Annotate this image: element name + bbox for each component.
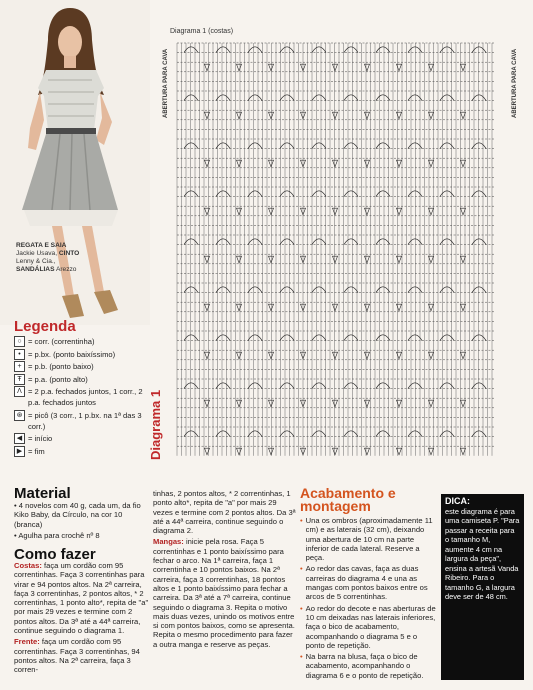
finishing-item-text: • Una os ombros (aproximadamente 11 cm) e as laterais (32 cm), deixando uma abertura de 10 cm na parte inferior de cada lateral. Reserve a peça. [305, 516, 433, 563]
legend-item [14, 361, 154, 372]
legend-item [14, 349, 154, 360]
sleeves-instructions [153, 537, 296, 649]
finishing-list [300, 516, 438, 682]
finishing-item [300, 564, 438, 601]
slip-stitch-icon: • [14, 349, 25, 360]
credit-shoes: SANDÁLIAS [16, 266, 55, 273]
diagram-title: Diagrama 1 (costas) [170, 28, 234, 35]
model-illustration [0, 0, 150, 325]
diagram-label: Diagrama 1 [148, 389, 163, 460]
sleeves-text: inicie pela rosa. Faça 5 correntinhas e 1 ponto baixíssimo para fechar o arco. Na 1ª carreira, faça 1 correntinha e 10 pontos baixos. Na 2ª carreira, faça 3 correntinhas, 18 pontos altos e 1 ponto baixíssimo para fechar a carreira. Da 3ª até a 7ª carreira, continue seguindo o diagrama 3. Repita o motivo mais duas vezes, unindo os motivos entre si com pontos baixos, como se apresenta. Repita o mesmo procedimento para fazer a outra manga e reserve as peças. [153, 537, 295, 649]
finishing-item-text: • Na barra na blusa, faça o bico de acabamento, acompanhando o diagrama 6 e o ponto de repetição. [305, 652, 424, 680]
material-item-yarn-text: 4 novelos com 40 g, cada um, da fio Kiko Baby, da Círculo, na cor 10 (branca) [14, 501, 141, 529]
finishing-item-text: • Ao redor do decote e nas aberturas de 10 cm deixadas nas laterais inferiores, faça o bico de acabamento, acompanhando o diagrama 5 e o ponto de repetição. [305, 603, 436, 650]
finishing-item [300, 604, 438, 650]
model-photo [0, 0, 150, 325]
chain-icon: ○ [14, 336, 25, 347]
legend-item-text: = fim [28, 446, 45, 456]
credit-belt: CINTO [58, 250, 80, 257]
double-crochet-icon: Ŧ [14, 374, 25, 385]
instructions-text [14, 561, 150, 677]
back-text: faça um cordão com 95 correntinhas. Faça 3 correntinhas para virar e 94 pontos altos. Na 2ª carreira, faça 3 correntinhas, 2 pontos altos, * 2 correntinhas, 1 ponto alto*, repita de "a" por mais 29 vezes e termine com 2 pontos altos. Da 3ª até a 44ª carreira, continue seguindo o diagrama 1. [14, 561, 149, 636]
back-label: Costas: [14, 561, 42, 570]
legend-item-text: = corr. (correntinha) [28, 337, 95, 346]
crochet-diagram [165, 33, 505, 461]
credit-title: REGATA E SAIA [16, 242, 67, 249]
armhole-label-right: ABERTURA PARA CAVA [512, 48, 518, 118]
front-instructions [14, 637, 150, 674]
legend-item [14, 336, 154, 347]
finishing-heading: Acabamento e montagem [300, 485, 396, 514]
material-item-hook: • Agulha para crochê nº 8 [14, 530, 100, 540]
credit-text-1: Jackie Usava, [16, 250, 58, 257]
picot-icon: ⊛ [14, 410, 25, 421]
legend-item [14, 433, 154, 444]
legend-item-text: = p.b. (ponto baixo) [28, 362, 94, 371]
finishing-item-text: • Ao redor das cavas, faça as duas carreiras do diagrama 4 e una as mangas com pontos baixos entre os arcos de 5 correntinhas. [305, 564, 428, 602]
dc2tog-icon: Λ [14, 386, 25, 397]
front-continued: tinhas, 2 pontos altos, * 2 correntinhas, 1 ponto alto*, repita de "a" por mais 29 vezes e termine com 2 pontos altos. Da 3ª até a 44ª carreira, continue seguindo o diagrama 2. [153, 489, 296, 536]
back-instructions [14, 561, 150, 635]
tip-title: DICA: [445, 496, 470, 506]
legend-item-text: = picô (3 corr., 1 p.bx. na 1ª das 3 corr.) [28, 410, 142, 431]
credit-text-3: Arezzo [55, 266, 77, 273]
sleeves-label: Mangas: [153, 537, 184, 547]
credit-text-2: Lenny & Cia., [16, 258, 56, 265]
legend-item [14, 374, 154, 385]
material-item-hook-text: Agulha para crochê nº 8 [18, 530, 100, 540]
legend-item [14, 410, 154, 432]
legend-title: Legenda [14, 318, 76, 335]
end-icon: ▶ [14, 446, 25, 457]
legend-item-text: = p.a. (ponto alto) [28, 374, 88, 384]
single-crochet-icon: + [14, 361, 25, 372]
legend-item [14, 446, 154, 457]
tip-box [441, 494, 524, 680]
crochet-chart-svg [165, 33, 505, 461]
legend-item-text: = p.bx. (ponto baixíssimo) [28, 349, 116, 359]
legend-item-text: = 2 p.a. fechados juntos, 1 corr., 2 p.a. fechados juntos [28, 387, 143, 407]
front-text: faça um cordão com 95 correntinhas. Faça 3 correntinhas, 94 pontos altos. Na 2ª carreira, faça 3 corren- [14, 637, 140, 675]
instructions-continued [153, 489, 296, 651]
instructions-heading: Como fazer [14, 546, 96, 563]
material-item-yarn: • 4 novelos com 40 g, cada um, da fio Kiko Baby, da Círculo, na cor 10 (branca) [14, 501, 141, 529]
tip-text: este diagrama é para uma camiseta P. "Para passar a receita para o tamanho M, aumente 4 cm na largura da peça", ensina a artesã Vanda Ribeiro. Para o tamanho G, a largura deve ser de 48 cm. [445, 506, 520, 601]
legend-item [14, 386, 154, 408]
outfit-credits [16, 242, 86, 274]
legend-item-text: = início [28, 434, 53, 443]
finishing-item [300, 652, 438, 680]
front-label: Frente: [14, 637, 40, 647]
armhole-label-left: ABERTURA PARA CAVA [163, 48, 169, 118]
finishing-item [300, 516, 438, 562]
legend-list [14, 336, 154, 458]
material-list [14, 501, 144, 542]
material-heading: Material [14, 485, 71, 502]
start-icon: ◀ [14, 433, 25, 444]
